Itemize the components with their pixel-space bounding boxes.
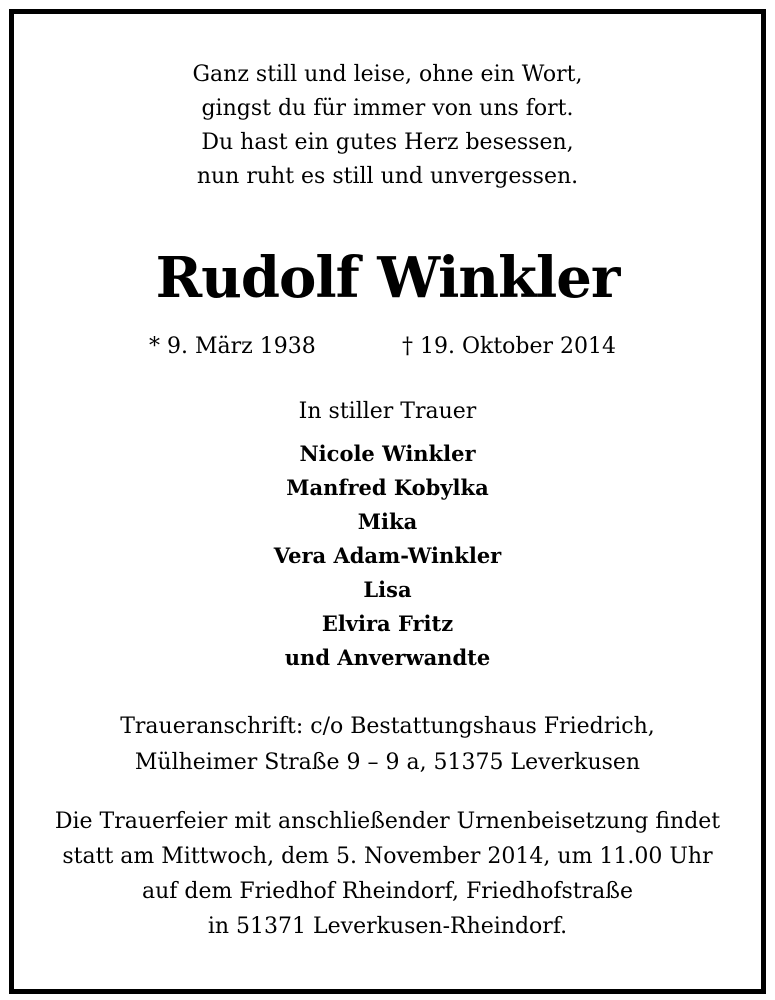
deceased-name: Rudolf Winkler <box>155 245 620 311</box>
mourner-name: und Anverwandte <box>284 645 491 670</box>
poem-line: nun ruht es still und unvergessen. <box>196 164 579 189</box>
mourning-address <box>0 709 775 781</box>
memorial-poem <box>0 58 775 194</box>
mourning-heading: In stiller Trauer <box>298 399 477 424</box>
poem-line: Du hast ein gutes Herz besessen, <box>201 130 574 155</box>
address-line: Traueranschrift: c/o Bestattungshaus Friedrich, <box>120 714 655 739</box>
service-line: statt am Mittwoch, dem 5. November 2014, um 11.00 Uhr <box>62 844 713 869</box>
mourner-name: Mika <box>357 509 418 534</box>
mourners-list <box>0 437 775 675</box>
address-line: Mülheimer Straße 9 – 9 a, 51375 Leverkusen <box>134 750 641 775</box>
mourner-name: Manfred Kobylka <box>286 475 489 500</box>
mourner-name: Elvira Fritz <box>321 611 454 636</box>
mourner-name: Lisa <box>363 577 412 602</box>
mourner-name: Nicole Winkler <box>299 441 476 466</box>
funeral-service-info <box>0 804 775 944</box>
poem-line: gingst du für immer von uns fort. <box>201 96 574 121</box>
birth-date: * 9. März 1938 <box>149 334 316 359</box>
service-line: auf dem Friedhof Rheindorf, Friedhofstraße <box>142 879 633 904</box>
death-date: † 19. Oktober 2014 <box>402 334 617 359</box>
service-line: in 51371 Leverkusen-Rheindorf. <box>207 914 568 939</box>
life-dates <box>0 330 775 364</box>
mourner-name: Vera Adam-Winkler <box>273 543 502 568</box>
service-line: Die Trauerfeier mit anschließender Urnenbeisetzung findet <box>54 809 721 834</box>
poem-line: Ganz still und leise, ohne ein Wort, <box>192 62 583 87</box>
